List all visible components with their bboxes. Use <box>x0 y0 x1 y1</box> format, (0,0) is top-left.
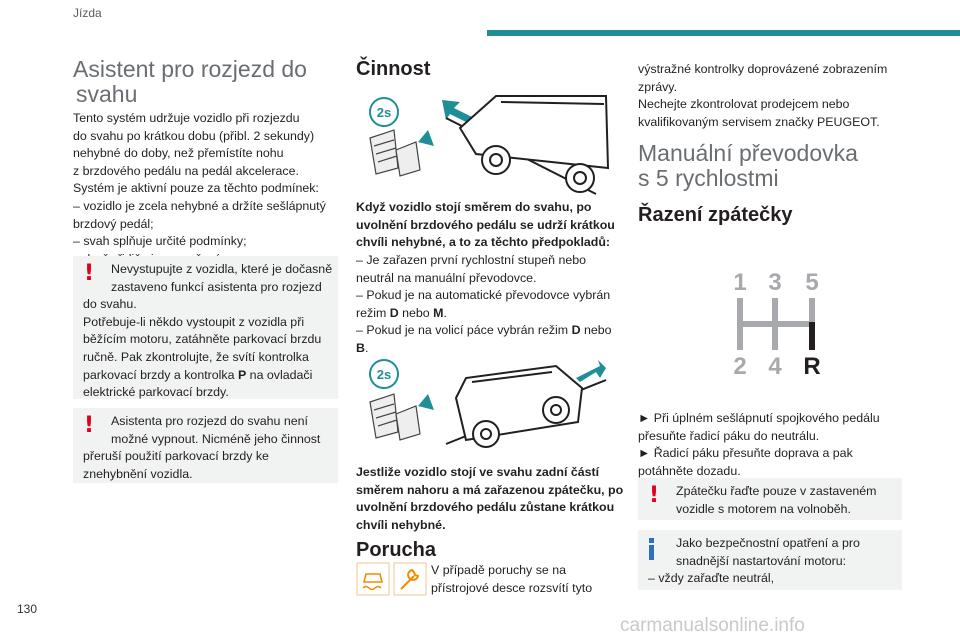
watermark: carmanualsonline.info <box>620 615 805 636</box>
heading-operation: Činnost <box>356 58 431 80</box>
gear-shift-pattern <box>720 262 840 380</box>
gear-5-label: 5 <box>805 269 819 296</box>
timer-2s-icon <box>370 360 398 388</box>
gear-1-label: 1 <box>733 269 747 296</box>
heading-fault: Porucha <box>356 539 437 561</box>
release-arrow-icon <box>418 394 434 410</box>
fault-text-continued: výstražné kontrolky doprovázené zobrazením zprávy. Nechejte zkontrolovat prodejcem nebo kvalifikovaným servisem značky PEUGEOT. <box>638 62 888 129</box>
heading-reverse-gear: Řazení zpátečky <box>638 204 793 226</box>
warning-box-exit-vehicle: ! Nevystupujte z vozidla, které je dočasně zastaveno funkcí asistenta pro rozjezd do svahu. Potřebuje-li někdo vystoupit z vozidla při běžícím motoru, zatáhněte parkovací brzdu ručně. Pak zkontrolujte, že svítí kontrolka parkovací brzdy a kontrolka P na ovladači elektrické parkovací brzdy. <box>73 256 338 399</box>
svg-text:2s: 2s <box>376 367 392 382</box>
direction-arrow-icon <box>576 360 606 382</box>
release-arrow-icon <box>418 130 434 146</box>
fault-warning-icons <box>356 562 428 596</box>
fault-text: V případě poruchy se na přístrojové desce rozsvítí tyto <box>431 563 593 595</box>
info-box-safety: Jako bezpečnostní opatření a pro snadnější nastartování motoru: – vždy zařaďte neutrál, <box>638 530 902 590</box>
warning-exclamation-icon: ! <box>649 483 660 508</box>
uphill-condition-text: Když vozidlo stojí směrem do svahu, po uvolnění brzdového pedálu se udrží krátkou chvíli nehybné, a to za těchto předpokladů: <box>356 200 615 250</box>
section-tag: Jízda <box>73 6 102 20</box>
illustration-reverse-uphill-hold <box>356 358 616 458</box>
reverse-steps: ► Při úplném sešlápnutí spojkového pedálu přesuňte řadicí páku do neutrálu. ► Řadicí páku přesuňte doprava a pak potáhněte dozadu. <box>638 411 880 478</box>
esp-warning-icon <box>357 563 389 595</box>
intro-text: Tento systém udržuje vozidlo při rozjezdu do svahu po krátkou dobu (přibl. 2 sekundy) nehybné do doby, než přemístíte nohu z brzdového pedálu na pedál akcelerace. Systém je aktivní pouze za těchto podmínek: – vozidlo je zcela nehybné a držíte sešlápnutý brzdový pedál; – svah splňuje určité podmínky; <box>73 111 326 249</box>
warning-exclamation-icon: ! <box>84 261 95 286</box>
illustration-uphill-hold <box>356 90 616 195</box>
brake-pedal-icon <box>370 130 420 176</box>
service-wrench-icon <box>394 563 426 595</box>
warning-exclamation-icon: ! <box>84 413 95 438</box>
timer-2s-icon <box>370 98 398 126</box>
section-accent-bar <box>487 30 960 36</box>
gear-3-label: 3 <box>768 269 782 296</box>
warning-box-cannot-disable: ! Asistenta pro rozjezd do svahu není možné vypnout. Nicméně jeho činnost přeruší použití parkovací brzdy ke znehybnění vozidla. <box>73 408 338 483</box>
svg-text:2s: 2s <box>376 105 392 120</box>
gear-r-label: R <box>803 353 821 380</box>
brake-pedal-icon <box>370 394 420 440</box>
title-manual-gearbox: Manuální převodovka s 5 rychlostmi <box>638 140 858 191</box>
page-number: 130 <box>17 602 38 616</box>
car-uphill-icon <box>446 96 608 194</box>
title-hill-start-assist: Asistent pro rozjezd do svahu <box>73 56 307 107</box>
reverse-uphill-text: Jestliže vozidlo stojí ve svahu zadní částí směrem nahoru a má zařazenou zpátečku, po uvolnění brzdového pedálu zůstane krátkou chvíli nehybné. <box>356 465 624 532</box>
gear-4-label: 4 <box>768 353 782 380</box>
warning-box-reverse-stationary: ! Zpátečku řaďte pouze v zastaveném vozidle s motorem na volnoběh. <box>638 478 902 520</box>
uphill-conditions-list: – Je zařazen první rychlostní stupeň nebo neutrál na manuální převodovce. – Pokud je na automatické převodovce vybrán režim D nebo M. – Pokud je na volicí páce vybrán režim D nebo B. <box>356 253 612 355</box>
gear-2-label: 2 <box>733 353 747 380</box>
